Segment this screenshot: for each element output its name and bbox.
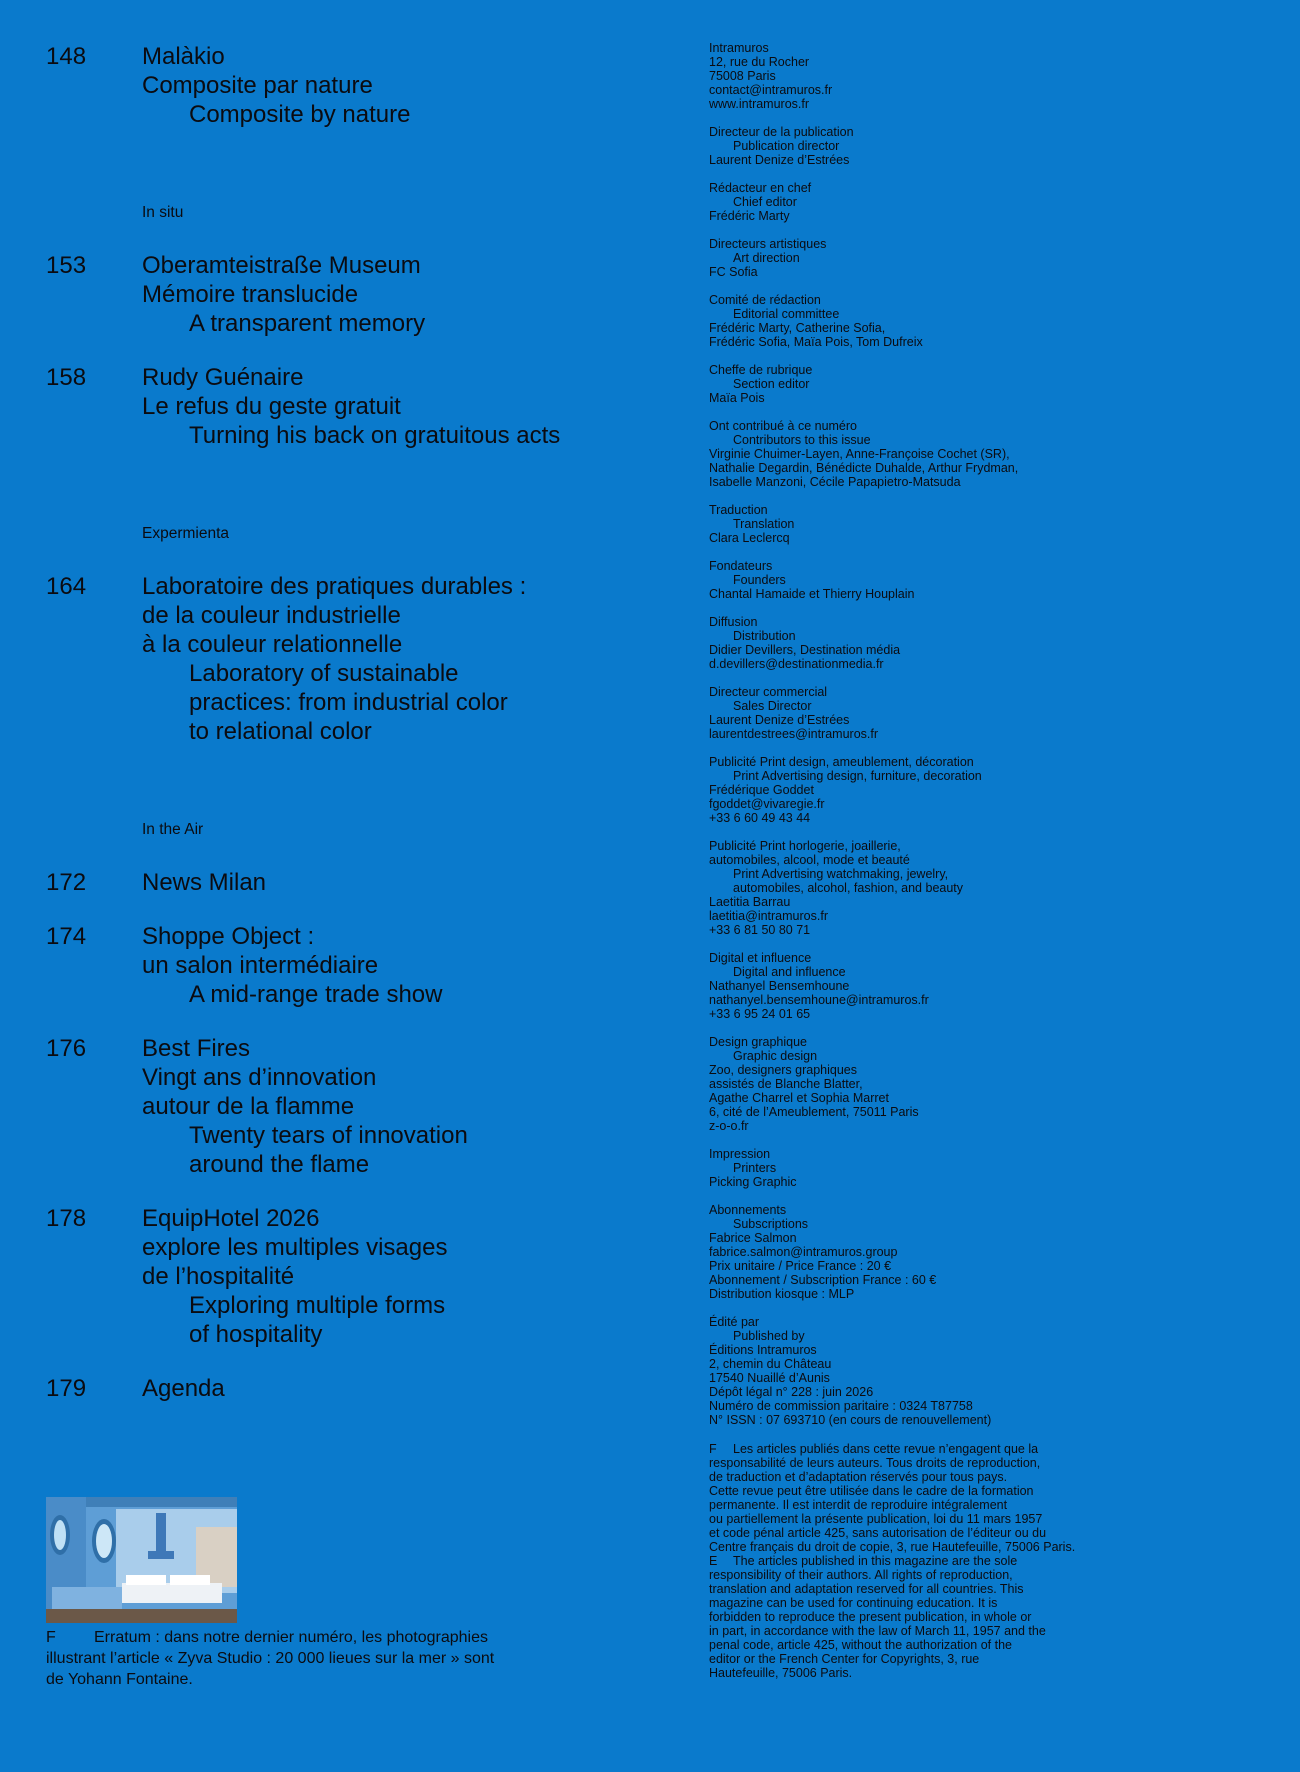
page-number: 174 [46,923,87,950]
masthead-block [709,41,1269,111]
masthead-block [709,503,1269,545]
legal-line: Centre français du droit de copie, 3, rue Hautefeuille, 75006 Paris. [709,1540,1076,1554]
masthead-block [709,1315,1269,1427]
title-fr: Rudy Guénaire [142,364,304,391]
toc-entry [46,868,646,897]
masthead-value: Laurent Denize d’Estrées [709,713,850,727]
toc-entry-titles [142,572,646,746]
masthead-label-fr: Comité de rédaction [709,293,821,307]
toc-entry [46,251,646,338]
masthead-label-fr: Diffusion [709,615,758,629]
legal-line: magazine can be used for continuing education. It is [709,1596,998,1610]
masthead-block [709,1147,1269,1189]
title-fr: EquipHotel 2026 [142,1205,320,1232]
masthead-value: Agathe Charrel et Sophia Marret [709,1091,889,1105]
masthead-label-fr: contact@intramuros.fr [709,83,833,97]
masthead-value: 6, cité de l’Ameublement, 75011 Paris [709,1105,919,1119]
masthead-block [709,839,1269,937]
title-fr: Best Fires [142,1035,251,1062]
masthead-block [709,181,1269,223]
masthead-value: Picking Graphic [709,1175,797,1189]
masthead-label-fr: Traduction [709,503,768,517]
masthead-value: fabrice.salmon@intramuros.group [709,1245,898,1259]
masthead-value: Frédérique Goddet [709,783,814,797]
masthead-label-en: Art direction [733,251,800,265]
masthead-value: Frédéric Marty, Catherine Sofia, [709,321,886,335]
toc-entry [46,1204,646,1349]
toc-entry [46,922,646,1009]
masthead-label-fr: 12, rue du Rocher [709,55,810,69]
masthead-value: Frédéric Sofia, Maïa Pois, Tom Dufreix [709,335,923,349]
masthead-block [709,1035,1269,1133]
masthead-block [709,951,1269,1021]
title-fr: de l’hospitalité [142,1263,295,1290]
masthead-label-en: Section editor [733,377,810,391]
title-fr: Le refus du geste gratuit [142,393,401,420]
title-en: A mid-range trade show [189,981,443,1008]
masthead-value: Éditions Intramuros [709,1343,817,1357]
title-fr: de la couleur industrielle [142,602,401,629]
erratum-note [46,1627,606,1690]
masthead-label-fr: Publicité Print design, ameublement, décoration [709,755,974,769]
masthead-label-fr: www.intramuros.fr [709,97,810,111]
legal-line: translation and adaptation reserved for all countries. This [709,1582,1024,1596]
toc-entry-titles [142,363,646,450]
masthead-value: Distribution kiosque : MLP [709,1287,855,1301]
masthead-label-fr: Intramuros [709,41,769,55]
erratum-photo [46,1497,237,1623]
toc-entry-titles [142,42,646,129]
legal-line-text: The articles published in this magazine are the sole [733,1554,1018,1568]
page-number: 179 [46,1375,87,1402]
masthead-block [709,363,1269,405]
masthead-label-fr: automobiles, alcool, mode et beauté [709,853,910,867]
title-en: Turning his back on gratuitous acts [189,422,561,449]
title-fr: Oberamteistraße Museum [142,252,421,279]
masthead-value: laetitia@intramuros.fr [709,909,828,923]
legal-line: de traduction et d’adaptation réservés pour tous pays. [709,1470,1008,1484]
legal-line [709,1554,1269,1568]
bedroom-photo-image [46,1497,237,1623]
masthead-block [709,615,1269,671]
masthead-label-fr: Fondateurs [709,559,773,573]
masthead-label-en: Print Advertising watchmaking, jewelry, [733,867,949,881]
masthead [709,41,1269,1441]
legal-line: ou partiellement la présente publication, loi du 11 mars 1957 [709,1512,1043,1526]
masthead-label-fr: Publicité Print horlogerie, joaillerie, [709,839,901,853]
masthead-value: Nathanyel Bensemhoune [709,979,850,993]
masthead-value: Frédéric Marty [709,209,790,223]
title-fr: Composite par nature [142,72,373,99]
section-heading: In the Air [142,821,204,838]
toc-entry-titles [142,922,646,1009]
page-number: 153 [46,252,87,279]
legal-line: penal code, article 425, without the authorization of the [709,1638,1012,1652]
masthead-label-en: automobiles, alcohol, fashion, and beauty [733,881,964,895]
masthead-label-en: Publication director [733,139,840,153]
toc-entry-titles [142,868,646,897]
masthead-value: Numéro de commission paritaire : 0324 T87758 [709,1399,973,1413]
masthead-block [709,559,1269,601]
masthead-value: Dépôt légal n° 228 : juin 2026 [709,1385,874,1399]
legal-line: in part, in accordance with the law of March 11, 1957 and the [709,1624,1046,1638]
masthead-label-fr: Ont contribué à ce numéro [709,419,857,433]
masthead-block [709,237,1269,279]
masthead-block [709,293,1269,349]
title-fr: Mémoire translucide [142,281,359,308]
erratum-line: illustrant l’article « Zyva Studio : 20 000 lieues sur la mer » sont [46,1650,495,1667]
masthead-label-en: Printers [733,1161,777,1175]
page-number: 172 [46,869,87,896]
masthead-label-fr: Édité par [709,1315,760,1329]
legal-line: responsabilité de leurs auteurs. Tous droits de reproduction, [709,1456,1041,1470]
page-number: 158 [46,364,87,391]
title-en: Composite by nature [189,101,411,128]
masthead-value: +33 6 95 24 01 65 [709,1007,811,1021]
legal-line: Hautefeuille, 75006 Paris. [709,1666,853,1680]
legal-line-text: Les articles publiés dans cette revue n’engagent que la [733,1442,1039,1456]
title-fr: News Milan [142,869,267,896]
toc-entry [46,1034,646,1179]
masthead-value: Virginie Chuimer-Layen, Anne-Françoise Cochet (SR), [709,447,1010,461]
toc-entry [46,363,646,450]
masthead-block [709,685,1269,741]
masthead-label-en: Graphic design [733,1049,818,1063]
legal-line: et code pénal article 425, sans autorisation de l’éditeur ou du [709,1526,1047,1540]
legal-line: editor or the French Center for Copyrights, 3, rue [709,1652,980,1666]
masthead-label-en: Editorial committee [733,307,840,321]
legal-line [709,1442,1269,1456]
masthead-value: laurentdestrees@intramuros.fr [709,727,879,741]
table-of-contents [46,42,646,1403]
masthead-block [709,125,1269,167]
title-en: Twenty tears of innovation [189,1122,468,1149]
masthead-label-fr: 75008 Paris [709,69,776,83]
toc-entry-titles [142,251,646,338]
masthead-label-en: Digital and influence [733,965,846,979]
title-fr: explore les multiples visages [142,1234,448,1261]
masthead-label-en: Print Advertising design, furniture, decoration [733,769,982,783]
section-heading: Expermienta [142,525,230,542]
title-fr: Vingt ans d’innovation [142,1064,377,1091]
toc-entry-titles [142,1034,646,1179]
title-en: around the flame [189,1151,370,1178]
masthead-value: Didier Devillers, Destination média [709,643,901,657]
erratum-line-text: Erratum : dans notre dernier numéro, les photographies [94,1629,488,1646]
masthead-value: Nathalie Degardin, Bénédicte Duhalde, Arthur Frydman, [709,461,1019,475]
masthead-value: 2, chemin du Château [709,1357,832,1371]
toc-entry-titles [142,1204,646,1349]
masthead-label-en: Founders [733,573,786,587]
masthead-label-fr: Directeur commercial [709,685,828,699]
masthead-label-en: Subscriptions [733,1217,809,1231]
legal-notice [709,1442,1269,1680]
title-en: A transparent memory [189,310,426,337]
masthead-block [709,419,1269,489]
lang-mark-fr: F [46,1629,56,1646]
title-en: of hospitality [189,1321,323,1348]
masthead-value: Fabrice Salmon [709,1231,797,1245]
title-en: practices: from industrial color [189,689,508,716]
page-number: 148 [46,43,87,70]
masthead-value: Clara Leclercq [709,531,790,545]
page-number: 178 [46,1205,87,1232]
masthead-label-fr: Rédacteur en chef [709,181,812,195]
erratum-line [46,1627,606,1648]
legal-line: forbidden to reproduce the present publication, in whole or [709,1610,1032,1624]
toc-entry [46,42,646,129]
masthead-value: +33 6 81 50 80 71 [709,923,811,937]
masthead-value: N° ISSN : 07 693710 (en cours de renouvellement) [709,1413,992,1427]
masthead-value: nathanyel.bensemhoune@intramuros.fr [709,993,929,1007]
title-fr: Shoppe Object : [142,923,315,950]
masthead-label-fr: Directeur de la publication [709,125,854,139]
masthead-block [709,755,1269,825]
masthead-value: z-o-o.fr [709,1119,749,1133]
legal-line: responsibility of their authors. All rights of reproduction, [709,1568,1013,1582]
title-fr: Laboratoire des pratiques durables : [142,573,527,600]
masthead-value: Laetitia Barrau [709,895,791,909]
masthead-label-fr: Directeurs artistiques [709,237,827,251]
masthead-value: +33 6 60 49 43 44 [709,811,811,825]
page-number: 164 [46,573,87,600]
masthead-value: 17540 Nuaillé d’Aunis [709,1371,830,1385]
masthead-label-fr: Impression [709,1147,771,1161]
masthead-label-en: Translation [733,517,795,531]
masthead-value: Isabelle Manzoni, Cécile Papapietro-Matsuda [709,475,961,489]
toc-entry [46,572,646,746]
masthead-label-fr: Abonnements [709,1203,787,1217]
legal-line: Cette revue peut être utilisée dans le cadre de la formation [709,1484,1034,1498]
masthead-value: Zoo, designers graphiques [709,1063,858,1077]
title-en: Laboratory of sustainable [189,660,459,687]
title-en: to relational color [189,718,372,745]
title-en: Exploring multiple forms [189,1292,446,1319]
lang-mark-en: E [709,1554,718,1568]
masthead-value: Prix unitaire / Price France : 20 € [709,1259,892,1273]
lang-mark-fr: F [709,1442,717,1456]
masthead-label-en: Distribution [733,629,796,643]
masthead-label-en: Sales Director [733,699,812,713]
section-heading: In situ [142,204,184,221]
masthead-label-fr: Design graphique [709,1035,807,1049]
title-fr: autour de la flamme [142,1093,355,1120]
legal-line: permanente. Il est interdit de reproduire intégralement [709,1498,1008,1512]
masthead-label-fr: Cheffe de rubrique [709,363,813,377]
masthead-value: Maïa Pois [709,391,765,405]
masthead-value: assistés de Blanche Blatter, [709,1077,863,1091]
toc-entry-titles [142,1374,646,1403]
masthead-value: Chantal Hamaide et Thierry Houplain [709,587,915,601]
masthead-label-en: Chief editor [733,195,797,209]
masthead-label-fr: Digital et influence [709,951,812,965]
masthead-block [709,1203,1269,1301]
masthead-value: fgoddet@vivaregie.fr [709,797,825,811]
masthead-value: FC Sofia [709,265,758,279]
page-number: 176 [46,1035,87,1062]
masthead-value: Laurent Denize d’Estrées [709,153,850,167]
title-fr: Malàkio [142,43,225,70]
erratum-line: de Yohann Fontaine. [46,1671,193,1688]
masthead-value: Abonnement / Subscription France : 60 € [709,1273,937,1287]
title-fr: à la couleur relationnelle [142,631,403,658]
title-fr: Agenda [142,1375,225,1402]
title-fr: un salon intermédiaire [142,952,379,979]
masthead-label-en: Contributors to this issue [733,433,871,447]
toc-entry [46,1374,646,1403]
masthead-value: d.devillers@destinationmedia.fr [709,657,884,671]
masthead-label-en: Published by [733,1329,805,1343]
